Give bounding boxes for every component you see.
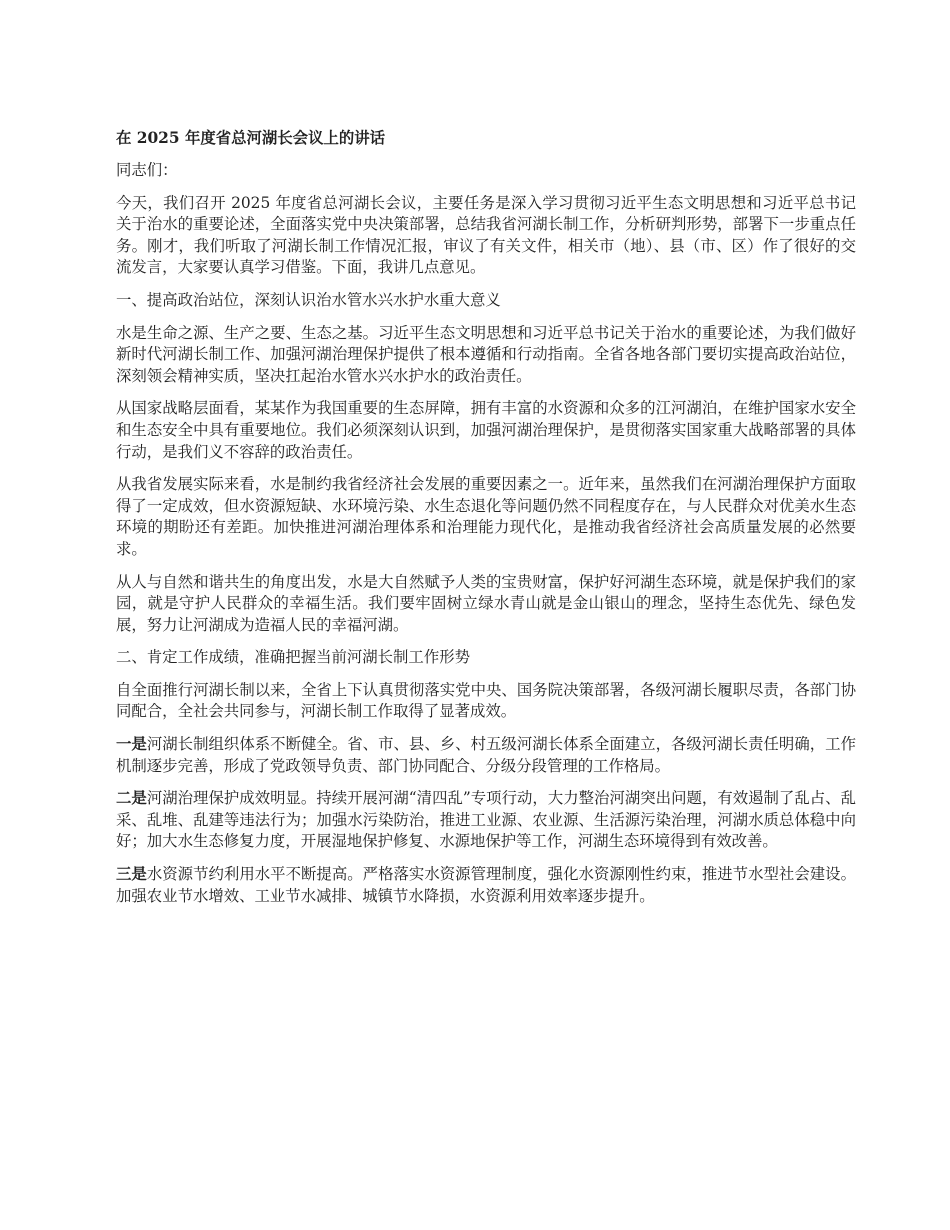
achievement-item-2-lead: 二是 <box>116 789 147 808</box>
achievement-item-2 <box>116 788 856 853</box>
document-title: 在 2025 年度省总河湖长会议上的讲话 <box>116 129 386 147</box>
achievement-item-1-lead: 一是 <box>116 735 147 754</box>
section-2-paragraph-1: 自全面推行河湖长制以来，全省上下认真贯彻落实党中央、国务院决策部署，各级河湖长履职尽责，各部门协同配合，全社会共同参与，河湖长制工作取得了显著成效。 <box>116 680 856 721</box>
section-1-paragraph-2: 从国家战略层面看，某某作为我国重要的生态屏障，拥有丰富的水资源和众多的江河湖泊，在维护国家水安全和生态安全中具有重要地位。我们必须深刻认识到，加强河湖治理保护，是贯彻落实国家重大战略部署的具体行动，是我们义不容辞的政治责任。 <box>116 399 856 461</box>
section-1-paragraph-3: 从我省发展实际来看，水是制约我省经济社会发展的重要因素之一。近年来，虽然我们在河湖治理保护方面取得了一定成效，但水资源短缺、水环境污染、水生态退化等问题仍然不同程度存在，与人民群众对优美水生态环境的期盼还有差距。加快推进河湖治理体系和治理能力现代化，是推动我省经济社会高质量发展的必然要求。 <box>116 475 856 558</box>
section-1-paragraph-1: 水是生命之源、生产之要、生态之基。习近平生态文明思想和习近平总书记关于治水的重要论述，为我们做好新时代河湖长制工作、加强河湖治理保护提供了根本遵循和行动指南。全省各地各部门要切实提高政治站位，深刻领会精神实质，坚决扛起治水管水兴水护水的政治责任。 <box>116 323 856 385</box>
achievement-item-3 <box>116 864 856 907</box>
achievement-item-1 <box>116 734 856 777</box>
document-page <box>116 126 856 918</box>
intro-paragraph: 今天，我们召开 2025 年度省总河湖长会议，主要任务是深入学习贯彻习近平生态文明思想和习近平总书记关于治水的重要论述，全面落实党中央决策部署，总结我省河湖长制工作，分析研判形势，部署下一步重点任务。刚才，我们听取了河湖长制工作情况汇报，审议了有关文件，相关市（地）、县（市、区）作了很好的交流发言，大家要认真学习借鉴。下面，我讲几点意见。 <box>116 193 856 277</box>
section-1-paragraph-4: 从人与自然和谐共生的角度出发，水是大自然赋予人类的宝贵财富，保护好河湖生态环境，就是保护我们的家园，就是守护人民群众的幸福生活。我们要牢固树立绿水青山就是金山银山的理念，坚持生态优先、绿色发展，努力让河湖成为造福人民的幸福河湖。 <box>116 572 856 634</box>
section-1-heading: 一、提高政治站位，深刻认识治水管水兴水护水重大意义 <box>116 290 501 309</box>
achievement-item-3-lead: 三是 <box>116 865 147 884</box>
salutation: 同志们： <box>116 161 178 179</box>
section-2-heading: 二、肯定工作成绩，准确把握当前河湖长制工作形势 <box>116 648 470 667</box>
achievement-item-2-text: 河湖治理保护成效明显。持续开展河湖“清四乱”专项行动，大力整治河湖突出问题，有效遏制了乱占、乱采、乱堆、乱建等违法行为；加强水污染防治，推进工业源、农业源、生活源污染治理，河湖水质总体稳中向好；加大水生态修复力度，开展湿地保护修复、水源地保护等工作，河湖生态环境得到有效改善。 <box>116 789 856 851</box>
achievement-item-1-text: 河湖长制组织体系不断健全。省、市、县、乡、村五级河湖长体系全面建立，各级河湖长责任明确，工作机制逐步完善，形成了党政领导负责、部门协同配合、分级分段管理的工作格局。 <box>116 735 856 775</box>
achievement-item-3-text: 水资源节约利用水平不断提高。严格落实水资源管理制度，强化水资源刚性约束，推进节水型社会建设。加强农业节水增效、工业节水减排、城镇节水降损，水资源利用效率逐步提升。 <box>116 865 856 905</box>
